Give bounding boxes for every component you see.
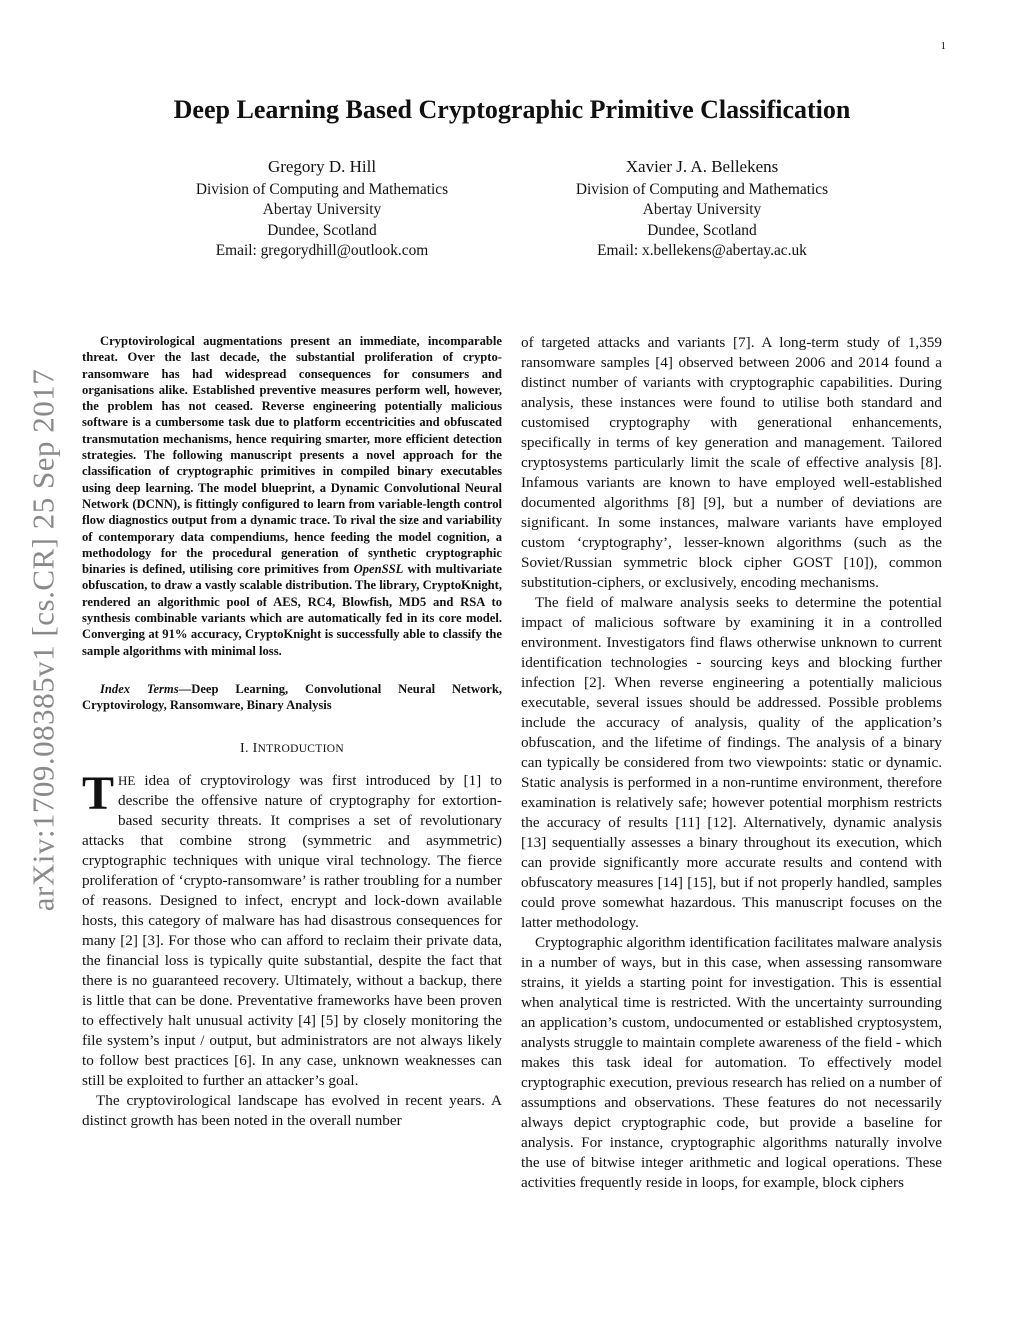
right-paragraph-1: of targeted attacks and variants [7]. A long-term study of 1,359 ransomware samples [4] observed between 2006 and 2014 found a distinct number of variants with cryptographic capabilities. During analysis, these instances were found to utilise both standard and customised cryptography with generational enhancements, specifically in terms of key generation and management. Tailored cryptosystems particularly limit the scale of effective analysis [8]. Infamous variants are known to have employed well-established documented algorithms [8] [9], but a number of deviations are significant. In some instances, malware variants have employed custom ‘cryptography’, lesser-known algorithms (such as the Soviet/Russian symmetric block cipher GOST [10]), common substitution-ciphers, or exclusively, encoding mechanisms. [521, 334, 942, 591]
intro-paragraph-1-text: idea of cryptovirology was first introduced by [1] to describe the offensive nature of cryptography for extortion-based security threats. It comprises a set of revolutionary attacks that combine strong (symmetric and asymmetric) cryptographic techniques with unique viral technology. The fierce proliferation of ‘crypto-ransomware’ is rather troubling for a number of reasons. Designed to infect, encrypt and lock-down available hosts, this category of malware has had disastrous consequences for many [2] [3]. For those who can afford to reclaim their private data, the financial loss is typically quite substantial, despite the fact that there is no guaranteed recovery. Ultimately, without a backup, there is little that can be done. Preventative frameworks have been proven to effectively halt unusual activity [4] [5] by closely monitoring the file system’s input / output, but administrators are not always likely to follow best practices [6]. In any case, unknown weaknesses can still be exploited to further an attacker’s goal. [82, 771, 502, 1089]
arxiv-identifier-stamp: arXiv:1709.08385v1 [cs.CR] 25 Sep 2017 [25, 368, 61, 912]
drop-cap: T [82, 766, 115, 820]
author-block-hill [142, 157, 502, 262]
abstract [82, 333, 502, 659]
index-terms-label: Index Terms [100, 681, 179, 696]
abstract-text-part1: Cryptovirological augmentations present an immediate, incomparable threat. Over the last decade, the substantial proliferation of crypto-ransomware has had widespread consequences for consumers and organisations alike. Established preventive measures perform well, however, the problem has not ceased. Reverse engineering potentially malicious software is a cumbersome task due to platform eccentricities and obfuscated transmutation mechanisms, hence requiring smarter, more efficient detection strategies. The following manuscript presents a novel approach for the classification of cryptographic primitives in compiled binary executables using deep learning. The model blueprint, a Dynamic Convolutional Neural Network (DCNN), is fittingly configured to learn from variable-length control flow diagnostics output from a dynamic trace. To rival the size and variability of contemporary data compendiums, hence feeding the model cognition, a methodology for the procedural generation of synthetic cryptographic binaries is defined, utilising core primitives from [82, 334, 502, 577]
paper-title: Deep Learning Based Cryptographic Primitive Classification [173, 95, 851, 124]
intro-paragraph-2: The cryptovirological landscape has evolved in recent years. A distinct growth has been noted in the overall number [82, 1091, 502, 1129]
abstract-text [82, 333, 502, 659]
right-column [521, 333, 942, 1193]
section-title-rest: NTRODUCTION [257, 742, 344, 755]
page-number: 1 [940, 40, 946, 52]
first-word-caps: HE [118, 772, 136, 788]
index-terms-text: —Deep Learning, Convolutional Neural Network, Cryptovirology, Ransomware, Binary Analysis [82, 681, 502, 713]
author-block-bellekens [522, 157, 882, 262]
author-department: Division of Computing and Mathematics [195, 180, 449, 198]
right-paragraph-2: The field of malware analysis seeks to determine the potential impact of malicious software by examining it in a controlled environment. Investigators find flaws otherwise unknown to current identification technologies - sourcing keys and blocking further infection [2]. When reverse engineering a potentially malicious executable, several issues should be addressed. Possible problems include the accuracy of analysis, quality of the application’s obfuscation, and the lifetime of findings. The analysis of a binary can typically be considered from two viewpoints: static or dynamic. Static analysis is performed in a non-runtime environment, therefore examination is relatively safe; however potential morphism restricts the accuracy of results [11] [12]. Alternatively, dynamic analysis [13] sequentially assesses a binary throughout its execution, which can provide significantly more accurate results and contend with obfuscatory measures [14] [15], but if not properly handled, samples could prove somewhat hazardous. This manuscript focuses on the latter methodology. [521, 594, 942, 931]
author-department: Division of Computing and Mathematics [575, 180, 829, 198]
abstract-text-part2: with multivariate obfuscation, to draw a vastly scalable distribution. The library, CryptoKnight, rendered an algorithmic pool of AES, RC4, Blowfish, MD5 and RSA to synthesis combinable variants which are automatically fed in its core model. Converging at 91% accuracy, CryptoKnight is successfully able to classify the sample algorithms with minimal loss. [82, 562, 502, 658]
author-university: Abertay University [262, 201, 382, 218]
left-column [82, 333, 502, 1131]
abstract-emphasis: OpenSSL [353, 562, 404, 577]
index-terms [82, 681, 502, 714]
author-location: Dundee, Scotland [647, 221, 757, 239]
author-email: Email: x.bellekens@abertay.ac.uk [597, 242, 807, 259]
right-paragraph-3: Cryptographic algorithm identification facilitates malware analysis in a number of ways, but in this case, when assessing ransomware strains, it yields a starting point for investigation. This is essential when analytical time is restricted. With the uncertainty surrounding an application’s custom, undocumented or established cryptosystem, analysts struggle to maintain complete awareness of the field - which makes this task ideal for automation. To effectively model cryptographic execution, previous research has relied on a number of assumptions and observations. These features do not necessarily always depict cryptographic code, but provide a baseline for analysis. For instance, cryptographic algorithms naturally involve the use of bitwise integer arithmetic and logical operations. These activities frequently reside in loops, for example, block ciphers [521, 934, 942, 1191]
intro-paragraph-1 [82, 766, 502, 1091]
section-initial: I [252, 740, 258, 756]
section-heading-introduction [82, 741, 502, 757]
author-name: Xavier J. A. Bellekens [625, 157, 779, 176]
author-name: Gregory D. Hill [267, 157, 377, 176]
author-location: Dundee, Scotland [267, 221, 377, 239]
author-university: Abertay University [642, 201, 762, 218]
author-email: Email: gregorydhill@outlook.com [215, 242, 429, 259]
section-number: I. [240, 740, 253, 756]
